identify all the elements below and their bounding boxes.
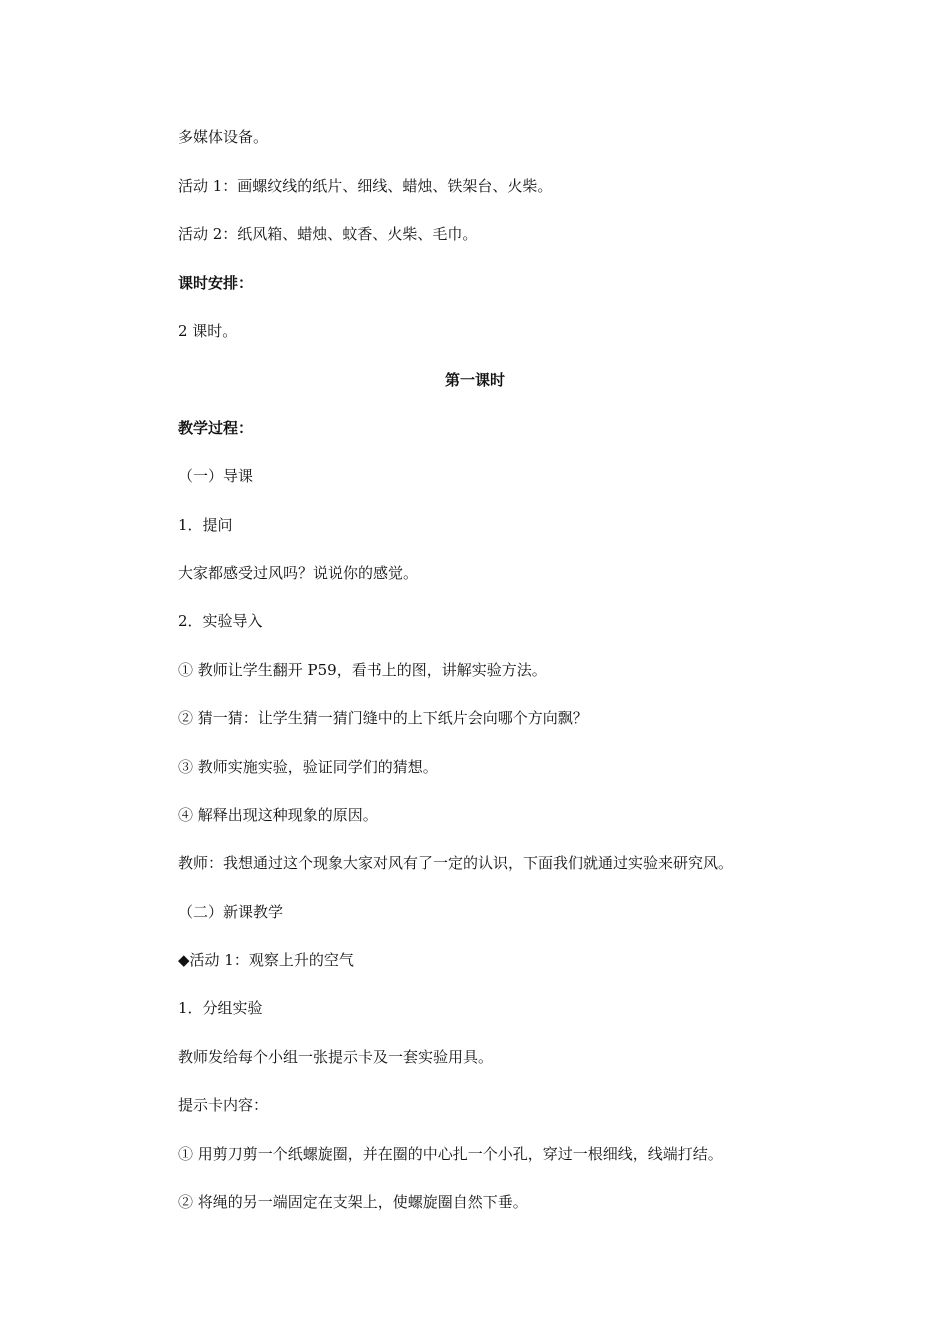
activity1-materials: 活动 1：画螺纹线的纸片、细线、蜡烛、铁架台、火柴。: [178, 177, 553, 195]
activity2-materials: 活动 2：纸风箱、蜡烛、蚊香、火柴、毛巾。: [178, 225, 478, 243]
activity1-heading: ◆活动 1：观察上升的空气: [178, 951, 354, 969]
step-experiment: 2．实验导入: [178, 612, 263, 630]
teacher-instruction: 教师发给每个小组一张提示卡及一套实验用具。: [178, 1048, 494, 1066]
question-text: 大家都感受过风吗？说说你的感觉。: [178, 564, 419, 582]
list-item: ① 教师让学生翻开 P59，看书上的图，讲解实验方法。: [178, 661, 547, 679]
teacher-remark: 教师：我想通过这个现象大家对风有了一定的认识，下面我们就通过实验来研究风。: [178, 854, 734, 872]
list-item: ① 用剪刀剪一个纸螺旋圈，并在圈的中心扎一个小孔，穿过一根细线，线端打结。: [178, 1145, 723, 1163]
step-group-experiment: 1．分组实验: [178, 999, 263, 1017]
card-heading: 提示卡内容：: [178, 1096, 269, 1114]
list-item: ② 将绳的另一端固定在支架上，使螺旋圈自然下垂。: [178, 1193, 528, 1211]
list-item: ② 猜一猜：让学生猜一猜门缝中的上下纸片会向哪个方向飘？: [178, 709, 588, 727]
list-item: ④ 解释出现这种现象的原因。: [178, 806, 378, 824]
equipment-line: 多媒体设备。: [178, 128, 269, 146]
step-question: 1．提问: [178, 516, 233, 534]
process-heading: 教学过程：: [178, 419, 254, 437]
section-intro: （一）导课: [178, 467, 254, 485]
section-new-lesson: （二）新课教学: [178, 903, 284, 921]
list-item: ③ 教师实施实验，验证同学们的猜想。: [178, 758, 438, 776]
schedule-heading: 课时安排：: [178, 274, 254, 292]
schedule-value: 2 课时。: [178, 322, 238, 340]
lesson-title: 第一课时: [444, 371, 505, 389]
